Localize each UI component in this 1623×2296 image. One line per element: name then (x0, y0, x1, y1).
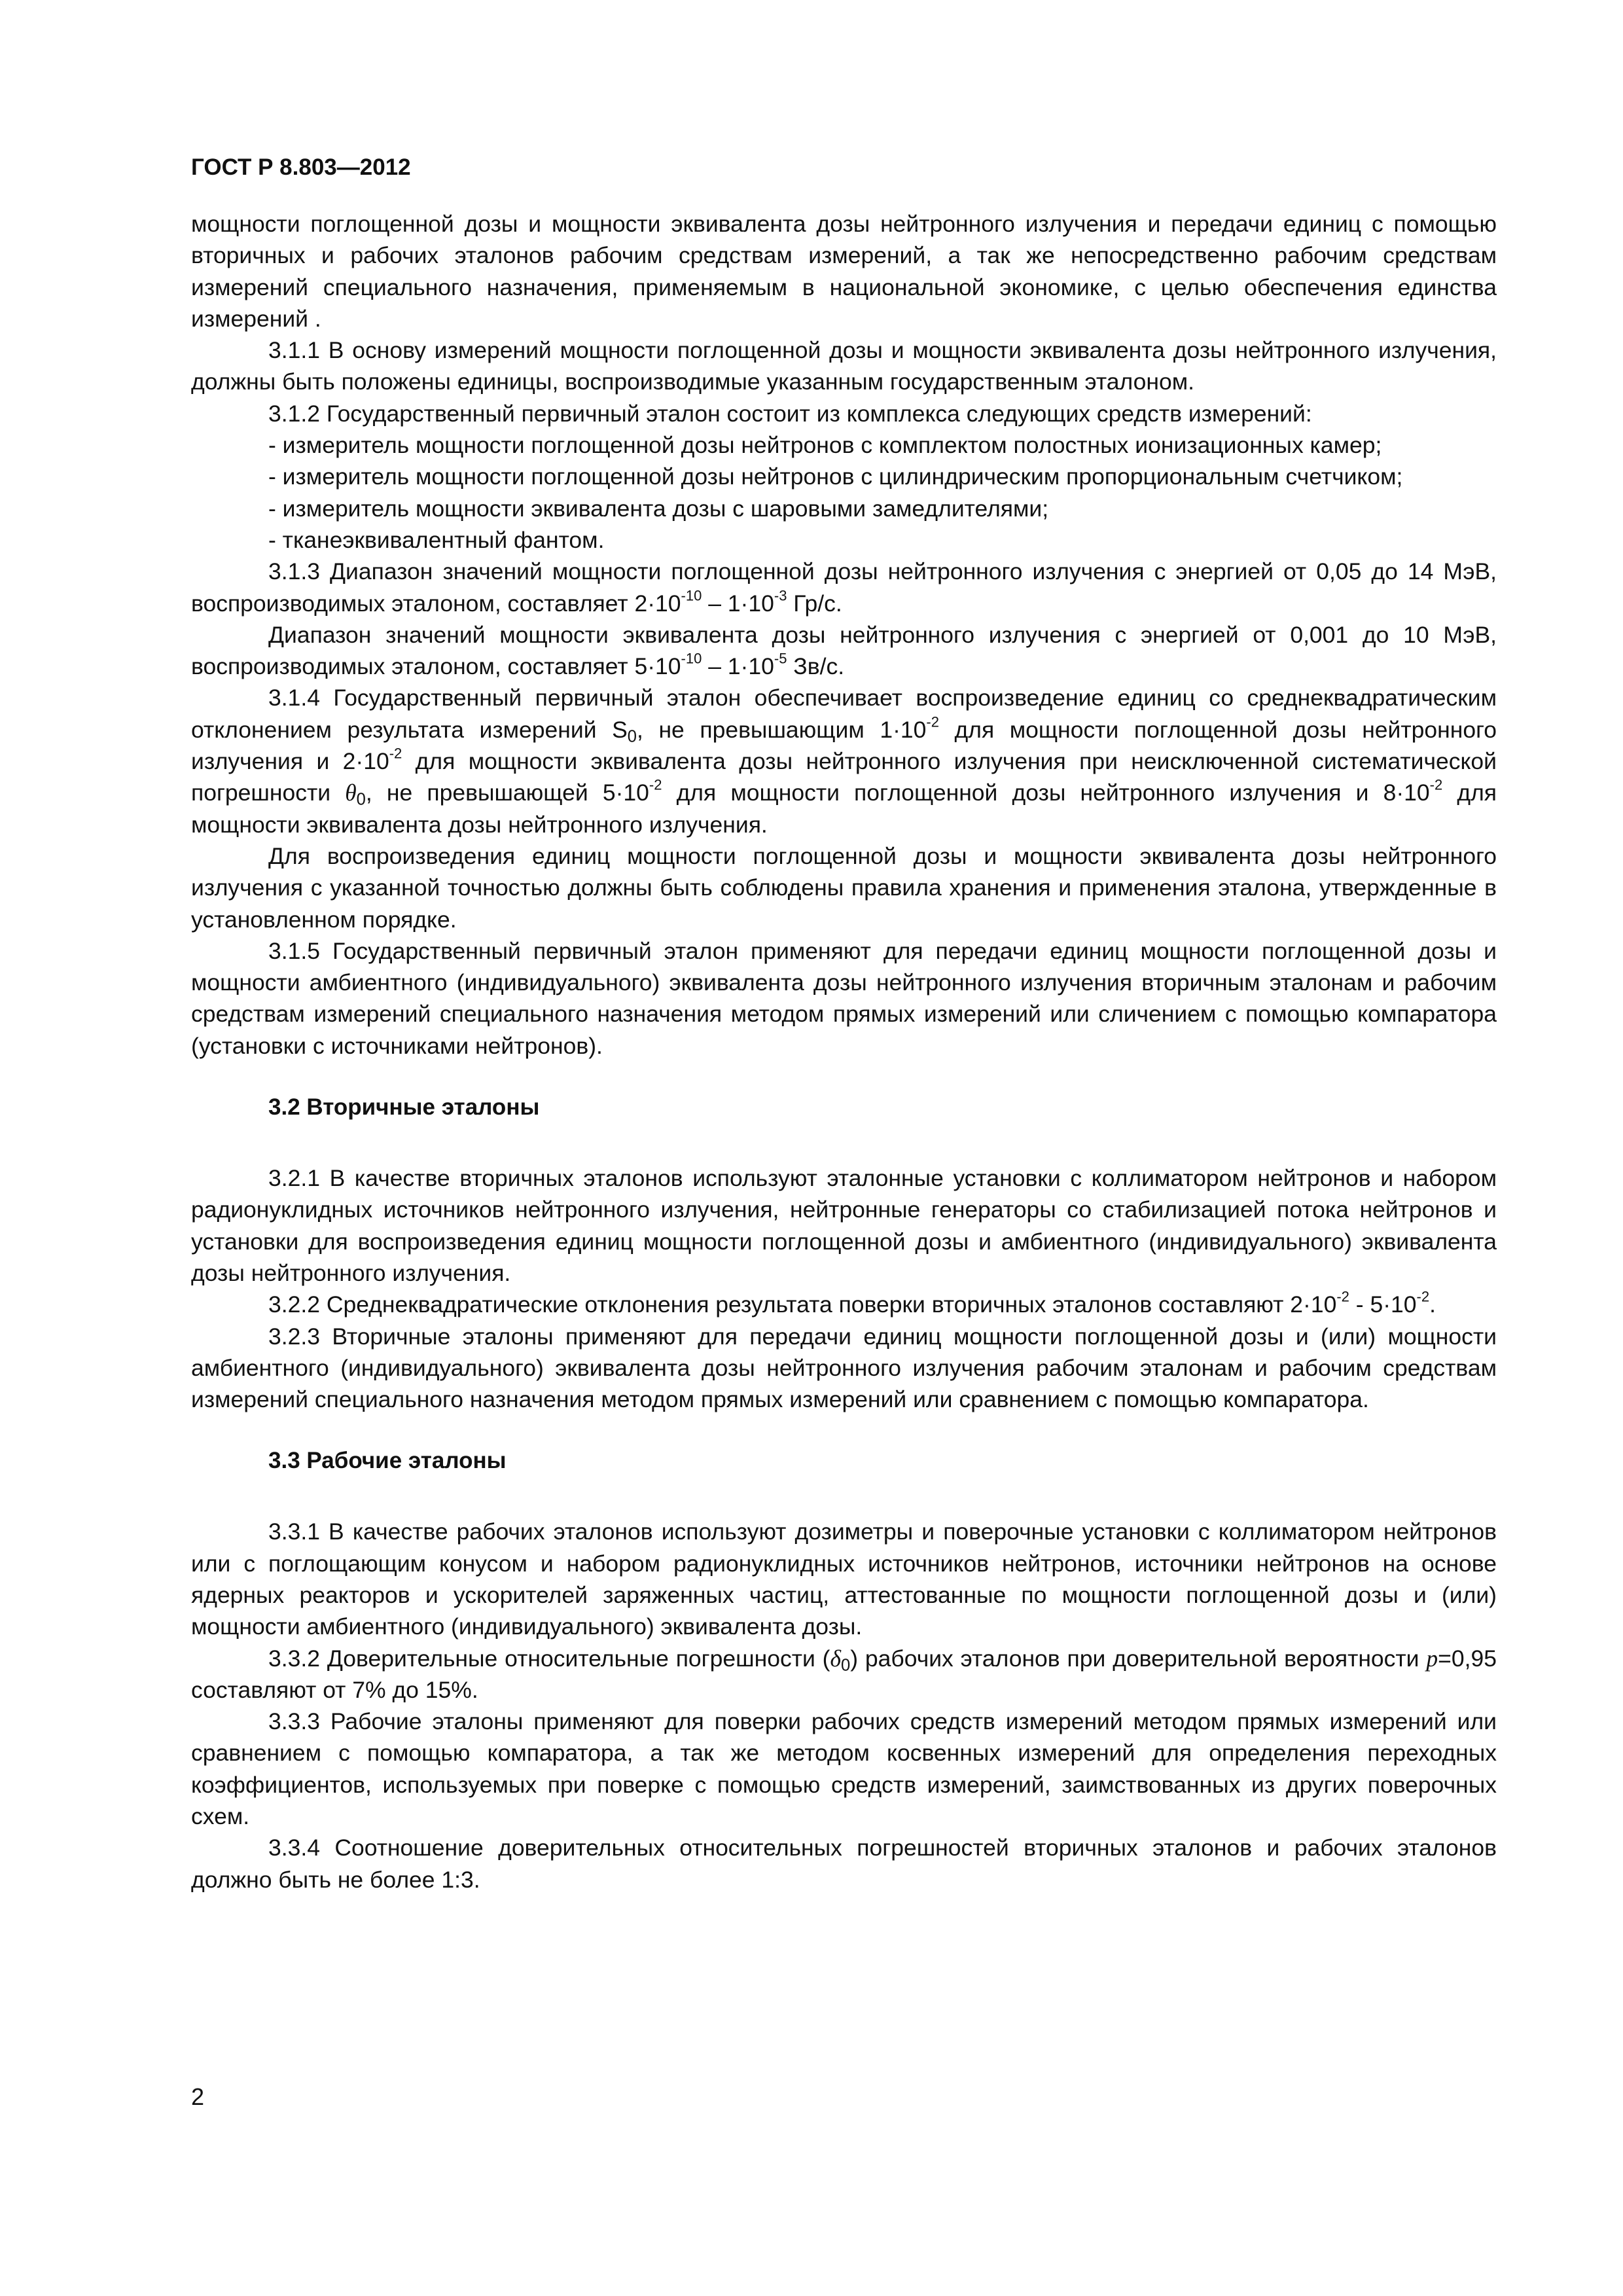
paragraph-3-3-3: 3.3.3 Рабочие эталоны применяют для поверки рабочих средств измерений методом прямых измерений или сравнением с помощью компаратора, а так же методом косвенных измерений для определения переходных коэффициентов, используемых при поверке с помощью средств измерений, заимствованных из других поверочных схем. (191, 1708, 1497, 1830)
paragraph-3-3-2: 3.3.2 Доверительные относительные погрешности $(\delta_0)$ рабочих эталонов при доверительной вероятности p=0,95 составляют от 7% до 15%. (191, 1645, 1497, 1703)
list-item: - измеритель мощности поглощенной дозы нейтронов с комплектом полостных ионизационных камер; (268, 432, 1382, 459)
list-item: - тканеэквивалентный фантом. (268, 526, 605, 553)
paragraph-3-1-3-range: Диапазон значений мощности эквивалента дозы нейтронного излучения с энергией от 0,001 до 10 МэВ, воспроизводимых эталоном, составляет $5\cdot 10^{-10} - 1\cdot 10^{-5}$ Зв/с. (191, 621, 1497, 680)
paragraph-3-1-4: 3.1.4 Государственный первичный эталон обеспечивает воспроизведение единиц со среднеквадратическим отклонением результата измерений $S_0$, не превышающим $1\cdot 10^{-2}$ для мощности поглощенной дозы нейтронного излучения и $2\cdot 10^{-2}$ для мощности эквивалента дозы нейтронного излучения при неисключенной систематической погрешности $\theta_0$, не превышающей $5\cdot 10^{-2}$ для мощности поглощенной дозы нейтронного излучения и $8\cdot 10^{-2}$ для мощности эквивалента дозы нейтронного излучения. (191, 685, 1497, 838)
paragraph-3-2-3: 3.2.3 Вторичные эталоны применяют для передачи единиц мощности поглощенной дозы и (или) мощности амбиентного (индивидуального) эквивалента дозы нейтронного излучения рабочим эталонам и рабочим средствам измерений специального назначения методом прямых измерений или сравнением с помощью компаратора. (191, 1323, 1497, 1413)
document-page (191, 152, 1497, 1895)
paragraph-3-1-4-storage: Для воспроизведения единиц мощности поглощенной дозы и мощности эквивалента дозы нейтронного излучения с указанной точностью должны быть соблюдены правила хранения и применения эталона, утвержденные в установленном порядке. (191, 842, 1497, 933)
paragraph-continuation: мощности поглощенной дозы и мощности эквивалента дозы нейтронного излучения и передачи единиц с помощью вторичных и рабочих эталонов рабочим средствам измерений, а так же непосредственно рабочим средствам измерений специального назначения, применяемым в национальной экономике, с целью обеспечения единства измерений . (191, 211, 1497, 332)
page-number: 2 (191, 2083, 205, 2110)
paragraph-3-1-5: 3.1.5 Государственный первичный эталон применяют для передачи единиц мощности поглощенной дозы и мощности амбиентного (индивидуального) эквивалента дозы нейтронного излучения вторичным эталонам и рабочим средствам измерений специального назначения методом прямых измерений или сличением с помощью компаратора (установки с источниками нейтронов). (191, 937, 1497, 1059)
section-title-3-2: 3.2 Вторичные эталоны (268, 1094, 540, 1121)
list-item: - измеритель мощности эквивалента дозы с шаровыми замедлителями; (268, 495, 1049, 522)
paragraph-3-3-1: 3.3.1 В качестве рабочих эталонов используют дозиметры и поверочные установки с коллиматором нейтронов или с поглощающим конусом и набором радионуклидных источников нейтронов, источники нейтронов на основе ядерных реакторов и ускорителей заряженных частиц, аттестованные по мощности поглощенной дозы и (или) мощности амбиентного (индивидуального) эквивалента дозы. (191, 1518, 1497, 1640)
list-item: - измеритель мощности поглощенной дозы нейтронов с цилиндрическим пропорциональным счетчиком; (268, 463, 1403, 490)
paragraph-3-2-2: 3.2.2 Среднеквадратические отклонения результата поверки вторичных эталонов составляют $2\cdot 10^{-2} - 5\cdot 10^{-2}$. (268, 1288, 1436, 1318)
paragraph-3-1-1: 3.1.1 В основу измерений мощности поглощенной дозы и мощности эквивалента дозы нейтронного излучения, должны быть положены единицы, воспроизводимые указанным государственным эталоном. (191, 337, 1497, 395)
paragraph-3-1-2: 3.1.2 Государственный первичный эталон состоит из комплекса следующих средств измерений: (268, 400, 1312, 427)
document-code-header: ГОСТ Р 8.803—2012 (191, 154, 411, 180)
paragraph-3-3-4: 3.3.4 Соотношение доверительных относительных погрешностей вторичных эталонов и рабочих эталонов должно быть не более 1:3. (191, 1835, 1497, 1893)
paragraph-3-1-3: 3.1.3 Диапазон значений мощности поглощенной дозы нейтронного излучения с энергией от 0,05 до 14 МэВ, воспроизводимых эталоном, составляет $2\cdot 10^{-10} - 1\cdot 10^{-3}$ Гр/с. (191, 558, 1497, 617)
section-title-3-3: 3.3 Рабочие эталоны (268, 1448, 507, 1474)
paragraph-3-2-1: 3.2.1 В качестве вторичных эталонов используют эталонные установки с коллиматором нейтронов и набором радионуклидных источников нейтронного излучения, нейтронные генераторы со стабилизацией потока нейтронов и установки для воспроизведения единиц мощности поглощенной дозы и амбиентного (индивидуального) эквивалента дозы нейтронного излучения. (191, 1165, 1497, 1286)
